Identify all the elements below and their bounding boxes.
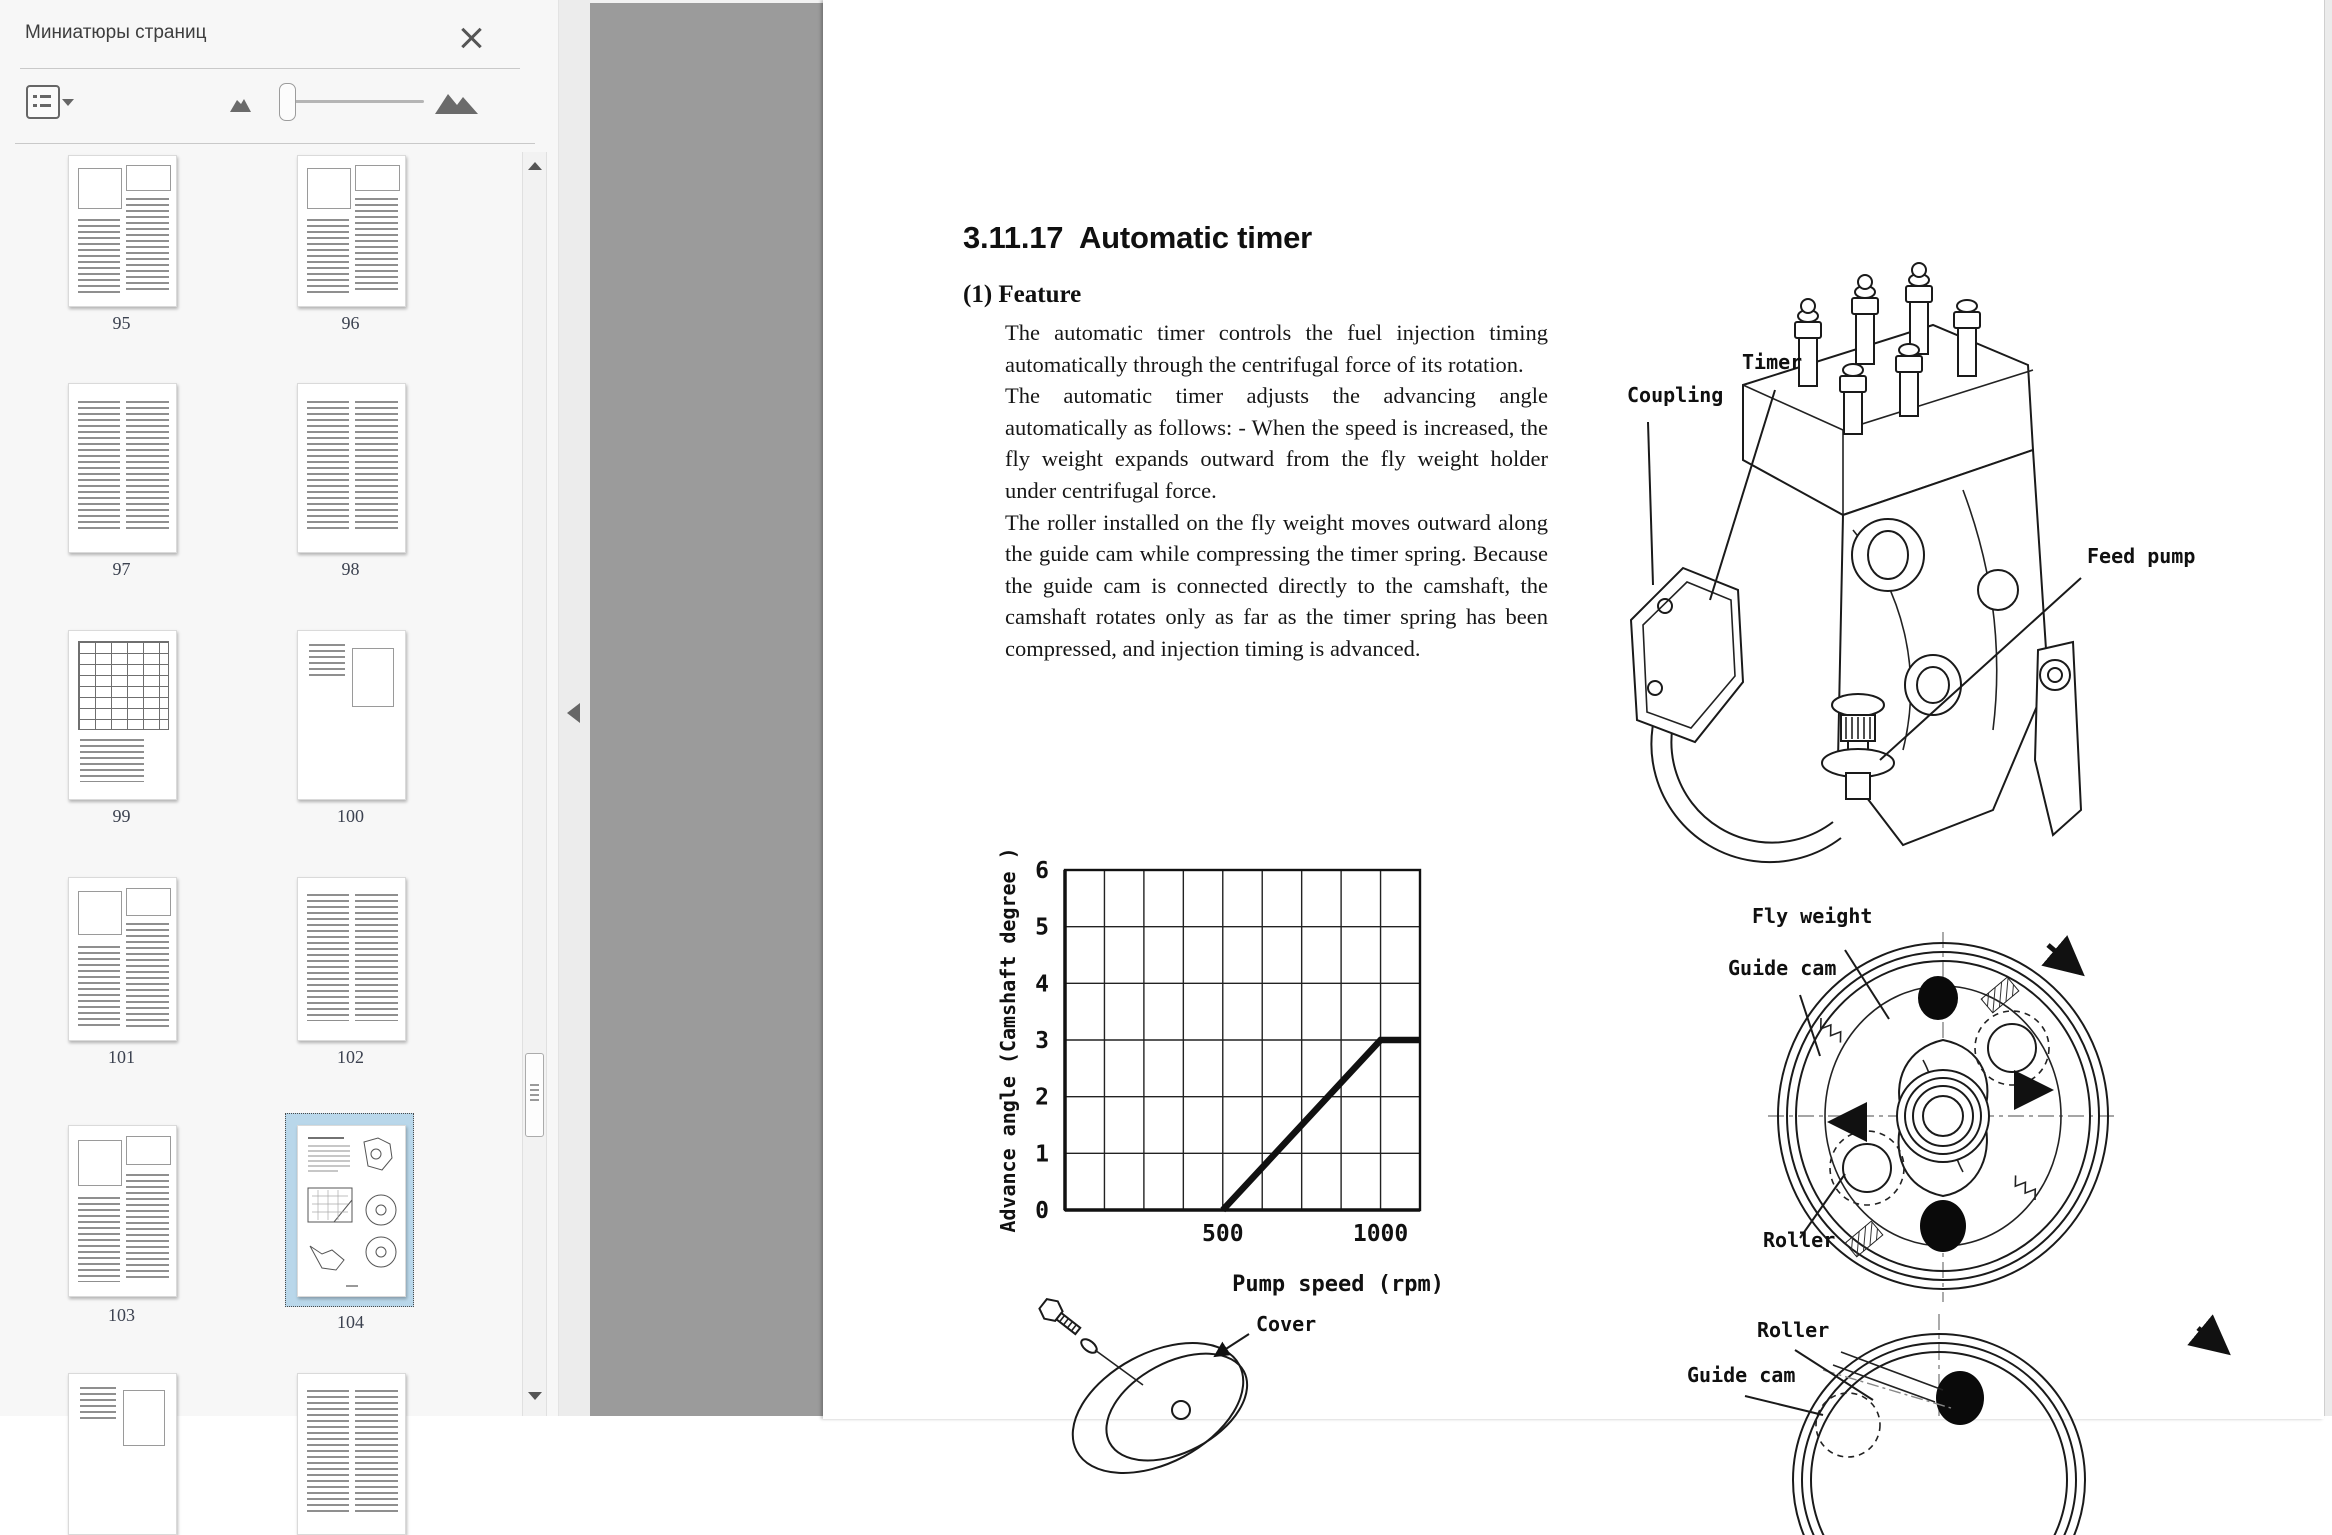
thumbnail-label: 103	[108, 1305, 135, 1325]
svg-text:5: 5	[1035, 914, 1049, 941]
svg-text:2: 2	[1035, 1084, 1049, 1111]
guide-cam-label: Guide cam	[1728, 956, 1837, 980]
svg-text:6: 6	[1035, 858, 1049, 884]
large-mountains-icon[interactable]	[434, 89, 482, 117]
thumbnail-page-100[interactable]	[297, 630, 406, 800]
thumbnail-options-icon[interactable]	[26, 85, 60, 119]
svg-text:500: 500	[1202, 1221, 1244, 1247]
triangle-down-icon[interactable]	[523, 1382, 546, 1410]
svg-text:4: 4	[1035, 971, 1049, 998]
svg-text:1000: 1000	[1352, 1221, 1409, 1247]
document-canvas	[590, 0, 2331, 1416]
close-icon[interactable]	[461, 25, 481, 45]
svg-text:0: 0	[1035, 1198, 1049, 1224]
divider	[20, 68, 520, 69]
document-scrollbar[interactable]	[2324, 0, 2332, 1416]
feature-heading: (1) Feature	[963, 281, 1082, 308]
triangle-up-icon[interactable]	[523, 152, 546, 180]
advance-angle-chart	[973, 847, 1473, 1297]
paragraph: The automatic timer adjusts the advancing angle automatically as follows: - When the speed is increased, the fly weight expands outward from the fly weight holder under centrifugal force.	[1005, 383, 1548, 503]
thumbnail-page-95[interactable]	[68, 155, 177, 307]
paragraph: The automatic timer controls the fuel injection timing automatically through the centrifugal force of its rotation.	[1005, 320, 1548, 377]
timer-mechanism-diagram	[1683, 890, 2243, 1320]
cover-diagram	[973, 1290, 1493, 1416]
thumbnail-page-104-selected[interactable]	[297, 1125, 406, 1297]
chevron-down-icon[interactable]	[62, 99, 74, 106]
thumbnail-label: 101	[108, 1047, 135, 1067]
injection-pump-diagram	[1603, 290, 2248, 895]
roller-label-2: Roller	[1757, 1318, 1830, 1342]
thumbnail-label: 100	[337, 806, 364, 826]
svg-text:Advance angle (Camshaft degree: Advance angle (Camshaft degree )	[996, 847, 1020, 1233]
panel-scrollbar-thumb[interactable]	[525, 1053, 544, 1137]
thumbnails-panel	[0, 0, 559, 1416]
thumbnail-page-99[interactable]	[68, 630, 177, 800]
section-title: 3.11.17 Automatic timer	[963, 220, 1312, 255]
zoom-slider-handle[interactable]	[279, 83, 296, 121]
divider	[15, 143, 535, 144]
feed-pump-label: Feed pump	[2087, 544, 2196, 568]
small-mountain-icon[interactable]	[229, 91, 253, 115]
advance-angle-chart-svg	[973, 847, 1473, 1297]
guide-cam-label-2: Guide cam	[1687, 1363, 1796, 1387]
thumbnail-page-97[interactable]	[68, 383, 177, 553]
roller-label: Roller	[1763, 1228, 1836, 1252]
body-text	[1005, 317, 1548, 665]
panel-title: Миниатюры страниц	[25, 22, 207, 43]
thumbnail-label: 99	[112, 806, 131, 826]
collapse-panel-icon[interactable]	[567, 703, 580, 723]
zoom-slider-track[interactable]	[282, 100, 424, 103]
svg-text:Pump speed (rpm): Pump speed (rpm)	[1232, 1272, 1444, 1297]
thumbnail-page-96[interactable]	[297, 155, 406, 307]
thumbnail-label: 97	[112, 559, 131, 579]
thumbnail-page-partial[interactable]	[297, 1373, 406, 1535]
thumbnail-page-102[interactable]	[297, 877, 406, 1041]
thumbnail-label: 95	[112, 313, 131, 333]
svg-text:3: 3	[1035, 1028, 1049, 1054]
thumbnail-label: 98	[341, 559, 360, 579]
document-page	[823, 0, 2324, 1419]
coupling-label: Coupling	[1627, 383, 1724, 407]
cover-label: Cover	[1256, 1312, 1317, 1336]
svg-text:1: 1	[1035, 1141, 1049, 1168]
thumbnail-page-101[interactable]	[68, 877, 177, 1041]
panel-scrollbar[interactable]	[522, 152, 547, 1416]
fly-weight-label: Fly weight	[1752, 904, 1873, 928]
paragraph: The roller installed on the fly weight moves outward along the guide cam while compressing the timer spring. Because the guide cam is connected directly to the camshaft, the camshaft rotates only as far as the timer spring has been compressed, and injection timing is advanced.	[1005, 509, 1548, 661]
thumbnail-label: 96	[341, 313, 360, 333]
thumbnail-page-103[interactable]	[68, 1125, 177, 1297]
thumbnail-page-partial[interactable]	[68, 1373, 177, 1535]
thumbnail-page-98[interactable]	[297, 383, 406, 553]
thumbnail-label: 102	[337, 1047, 364, 1067]
timer-label: Timer	[1742, 350, 1803, 374]
thumbnail-label-selected: 104	[337, 1312, 364, 1332]
